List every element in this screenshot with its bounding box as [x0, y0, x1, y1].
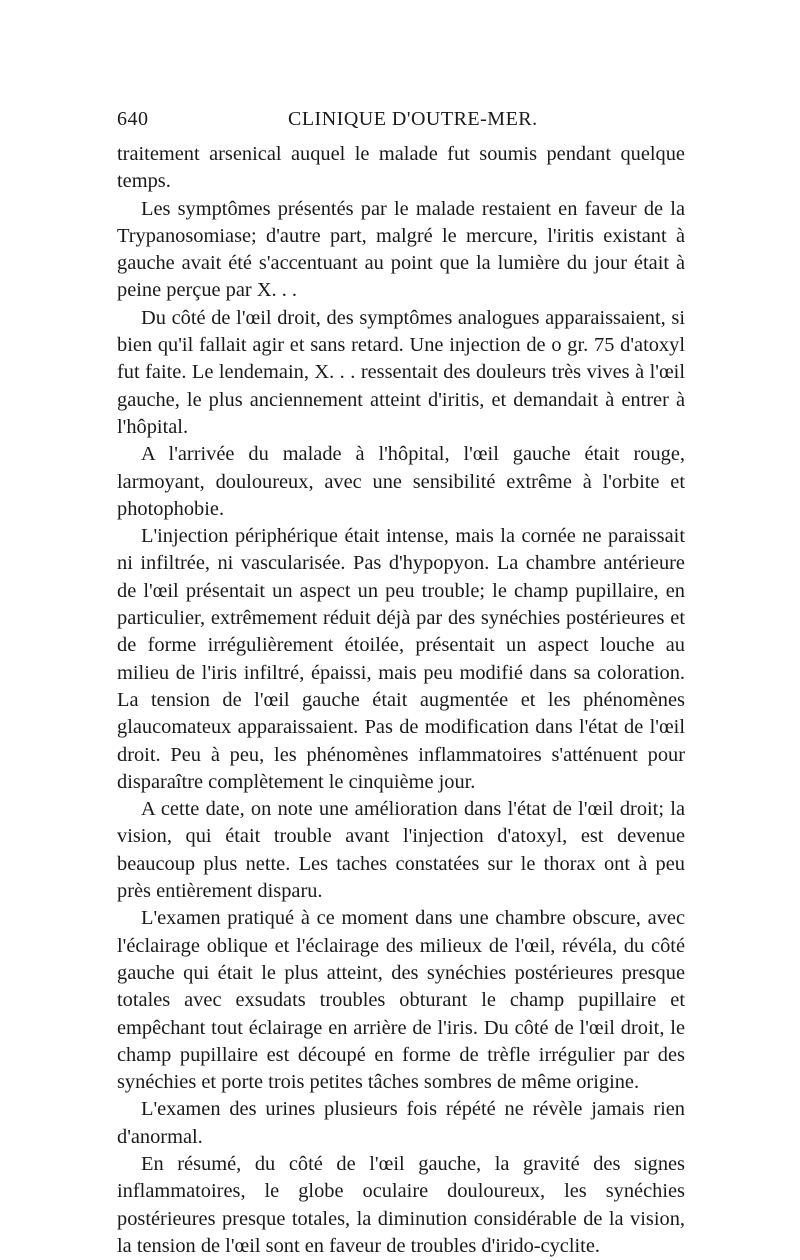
paragraph: L'examen des urines plusieurs fois répété ne révèle jamais rien d'anormal.	[117, 1098, 685, 1148]
paragraph: Du côté de l'œil droit, des symptômes analogues apparaissaient, si bien qu'il fallait agir et sans retard. Une injection de o gr. 75 d'atoxyl fut faite. Le lendemain, X. . . ressentait des douleurs très vives à l'œil gauche, le plus anciennement atteint d'iritis, et demandait à entrer à l'hôpital.	[117, 306, 685, 438]
body-text	[117, 141, 685, 1260]
running-head	[117, 108, 685, 138]
paragraph: Les symptômes présentés par le malade restaient en faveur de la Trypanosomiase; d'autre part, malgré le mercure, l'iritis existant à gauche avait été s'accentuant au point que la lumière du jour était à peine perçue par X. . .	[117, 197, 685, 302]
running-title: CLINIQUE D'OUTRE-MER.	[288, 108, 538, 130]
page-number: 640	[117, 108, 149, 130]
paragraph: A cette date, on note une amélioration dans l'état de l'œil droit; la vision, qui était trouble avant l'injection d'atoxyl, est devenue beaucoup plus nette. Les taches constatées sur le thorax ont à peu près entièrement disparu.	[117, 798, 685, 903]
paragraph: L'injection périphérique était intense, mais la cornée ne paraissait ni infiltrée, ni vascularisée. Pas d'hypopyon. La chambre antérieure de l'œil présentait un aspect un peu trouble; le champ pupillaire, en particulier, extrêmement réduit déjà par des synéchies postérieures et de forme irrégulièrement étoilée, présentait un aspect louche au milieu de l'iris infiltré, épaissi, mais peu modifié dans sa coloration. La tension de l'œil gauche était augmentée et les phénomènes glaucomateux apparaissaient. Pas de modification dans l'état de l'œil droit. Peu à peu, les phénomènes inflammatoires s'atténuent pour disparaître complètement le cinquième jour.	[117, 525, 685, 793]
paragraph: L'examen pratiqué à ce moment dans une chambre obscure, avec l'éclairage oblique et l'éclairage des milieux de l'œil, révéla, du côté gauche qui était le plus atteint, des synéchies postérieures presque totales avec exsudats troubles obturant le champ pupillaire et empêchant tout éclairage en arrière de l'iris. Du côté de l'œil droit, le champ pupillaire est découpé en forme de trèfle irrégulier par des synéchies et porte trois petites tâches sombres de même origine.	[117, 907, 685, 1094]
paragraph: En résumé, du côté de l'œil gauche, la gravité des signes inflammatoires, le globe oculaire douloureux, les synéchies postérieures presque totales, la diminution considérable de la vision, la tension de l'œil sont en faveur de troubles d'irido-cyclite.	[117, 1152, 685, 1257]
paragraph: A l'arrivée du malade à l'hôpital, l'œil gauche était rouge, larmoyant, douloureux, avec une sensibilité extrême à l'orbite et photophobie.	[117, 443, 685, 520]
paragraph: traitement arsenical auquel le malade fut soumis pendant quelque temps.	[117, 143, 685, 193]
book-page	[117, 108, 685, 1260]
